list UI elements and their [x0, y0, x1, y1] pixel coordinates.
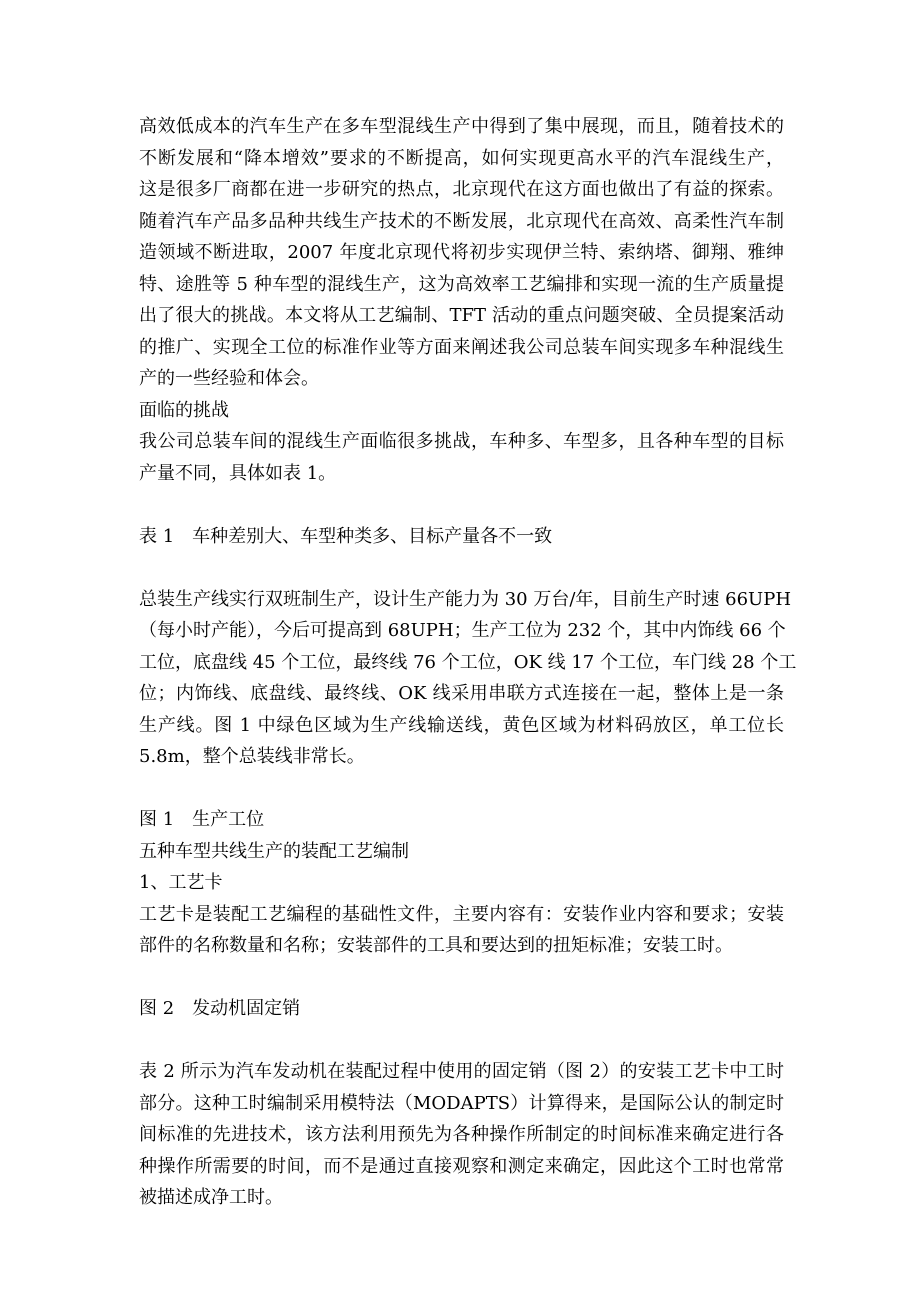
intro-line: 随着汽车产品多品种共线生产技术的不断发展，北京现代在高效、高柔性汽车制 — [139, 210, 784, 232]
challenge-line: 产量不同，具体如表 1。 — [139, 462, 337, 484]
heading-challenge: 面临的挑战 — [139, 399, 229, 421]
card-paragraph — [139, 899, 784, 962]
card-line: 部件的名称数量和名称；安装部件的工具和要达到的扭矩标准；安装工时。 — [139, 935, 733, 956]
intro-line: 造领域不断进取，2007 年度北京现代将初步实现伊兰特、索纳塔、御翔、雅绅 — [139, 242, 784, 263]
table2-line: 间标准的先进技术，该方法利用预先为各种操作所制定的时间标准来确定进行各 — [139, 1124, 784, 1145]
intro-line: 高效低成本的汽车生产在多车型混线生产中得到了集中展现，而且，随着技术的 — [139, 116, 784, 137]
card-line: 工艺卡是装配工艺编程的基础性文件，主要内容有：安装作业内容和要求；安装 — [139, 903, 784, 925]
document-body — [139, 111, 797, 1214]
figure2-caption: 图 2 发动机固定销 — [139, 998, 301, 1019]
table2-paragraph — [139, 1056, 784, 1214]
production-line: （每小时产能），今后可提高到 68UPH；生产工位为 232 个，其中内饰线 66 个 — [139, 620, 786, 641]
spacer — [139, 489, 784, 521]
heading-process: 五种车型共线生产的装配工艺编制 — [139, 840, 409, 862]
production-line: 总装生产线实行双班制生产，设计生产能力为 30 万台/年，目前生产时速 66UPH — [139, 588, 792, 610]
production-paragraph — [139, 584, 797, 773]
spacer — [139, 773, 784, 805]
table2-line: 部分。这种工时编制采用模特法（MODAPTS）计算得来，是国际公认的制定时 — [139, 1092, 784, 1114]
table1-caption: 表 1 车种差别大、车型种类多、目标产量各不一致 — [139, 525, 553, 547]
table2-line: 表 2 所示为汽车发动机在装配过程中使用的固定销（图 2）的安装工艺卡中工时 — [139, 1061, 784, 1082]
figure1-caption: 图 1 生产工位 — [139, 809, 265, 830]
intro-line: 产的一些经验和体会。 — [139, 368, 319, 389]
intro-line: 不断发展和“降本增效”要求的不断提高，如何实现更高水平的汽车混线生产， — [139, 147, 784, 169]
intro-line: 出了很大的挑战。本文将从工艺编制、TFT 活动的重点问题突破、全员提案活动 — [139, 305, 784, 326]
production-line: 位；内饰线、底盘线、最终线、OK 线采用串联方式连接在一起，整体上是一条 — [139, 683, 784, 704]
intro-paragraph — [139, 111, 784, 395]
challenge-line: 我公司总装车间的混线生产面临很多挑战，车种多、车型多，且各种车型的目标 — [139, 431, 784, 452]
spacer — [139, 552, 784, 584]
table2-line: 被描述成净工时。 — [139, 1187, 283, 1208]
intro-line: 的推广、实现全工位的标准作业等方面来阐述我公司总装车间实现多车种混线生 — [139, 336, 784, 358]
spacer — [139, 1025, 784, 1057]
intro-line: 特、途胜等 5 种车型的混线生产，这为高效率工艺编排和实现一流的生产质量提 — [139, 273, 784, 295]
challenge-paragraph — [139, 426, 784, 489]
production-line: 5.8m，整个总装线非常长。 — [139, 746, 365, 767]
heading-card: 1、工艺卡 — [139, 872, 223, 893]
table2-line: 种操作所需要的时间，而不是通过直接观察和测定来确定，因此这个工时也常常 — [139, 1155, 784, 1177]
production-line: 生产线。图 1 中绿色区域为生产线输送线，黄色区域为材料码放区，单工位长 — [139, 714, 784, 736]
spacer — [139, 962, 784, 994]
intro-line: 这是很多厂商都在进一步研究的热点，北京现代在这方面也做出了有益的探索。 — [139, 179, 784, 200]
production-line: 工位，底盘线 45 个工位，最终线 76 个工位，OK 线 17 个工位，车门线 28 个工 — [139, 651, 797, 673]
